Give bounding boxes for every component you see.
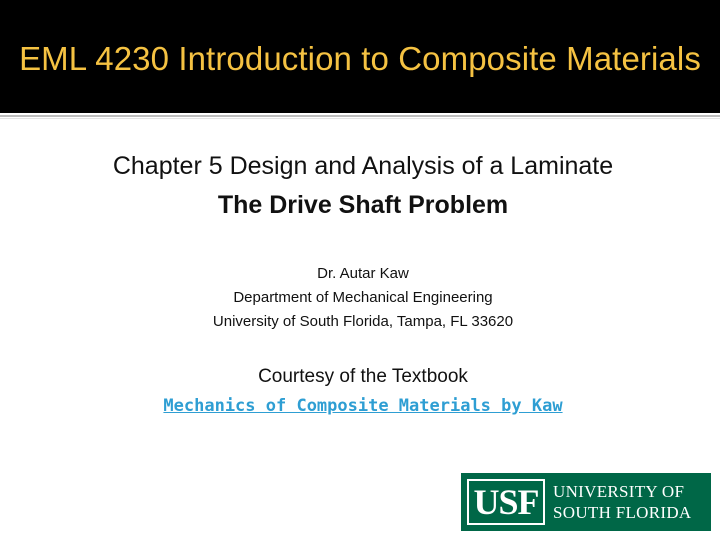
usf-logo-line2: SOUTH FLORIDA <box>553 503 692 522</box>
usf-logo-mark: USF <box>467 479 545 525</box>
usf-logo-line1: UNIVERSITY OF <box>553 482 685 501</box>
author-name: Dr. Autar Kaw <box>317 265 409 282</box>
university-address: University of South Florida, Tampa, FL 33620 <box>212 313 514 330</box>
title-divider-shadow <box>0 118 720 119</box>
chapter-heading: Chapter 5 Design and Analysis of a Laminate <box>112 152 614 180</box>
title-divider <box>0 115 720 117</box>
textbook-link[interactable]: Mechanics of Composite Materials by Kaw <box>163 396 563 416</box>
title-bar <box>0 0 720 113</box>
problem-subtitle: The Drive Shaft Problem <box>217 191 509 219</box>
usf-logo <box>461 473 711 531</box>
slide-title: EML 4230 Introduction to Composite Materials <box>19 40 701 77</box>
department-name: Department of Mechanical Engineering <box>233 289 493 306</box>
book-link-container <box>0 396 720 416</box>
courtesy-text: Courtesy of the Textbook <box>258 366 468 387</box>
